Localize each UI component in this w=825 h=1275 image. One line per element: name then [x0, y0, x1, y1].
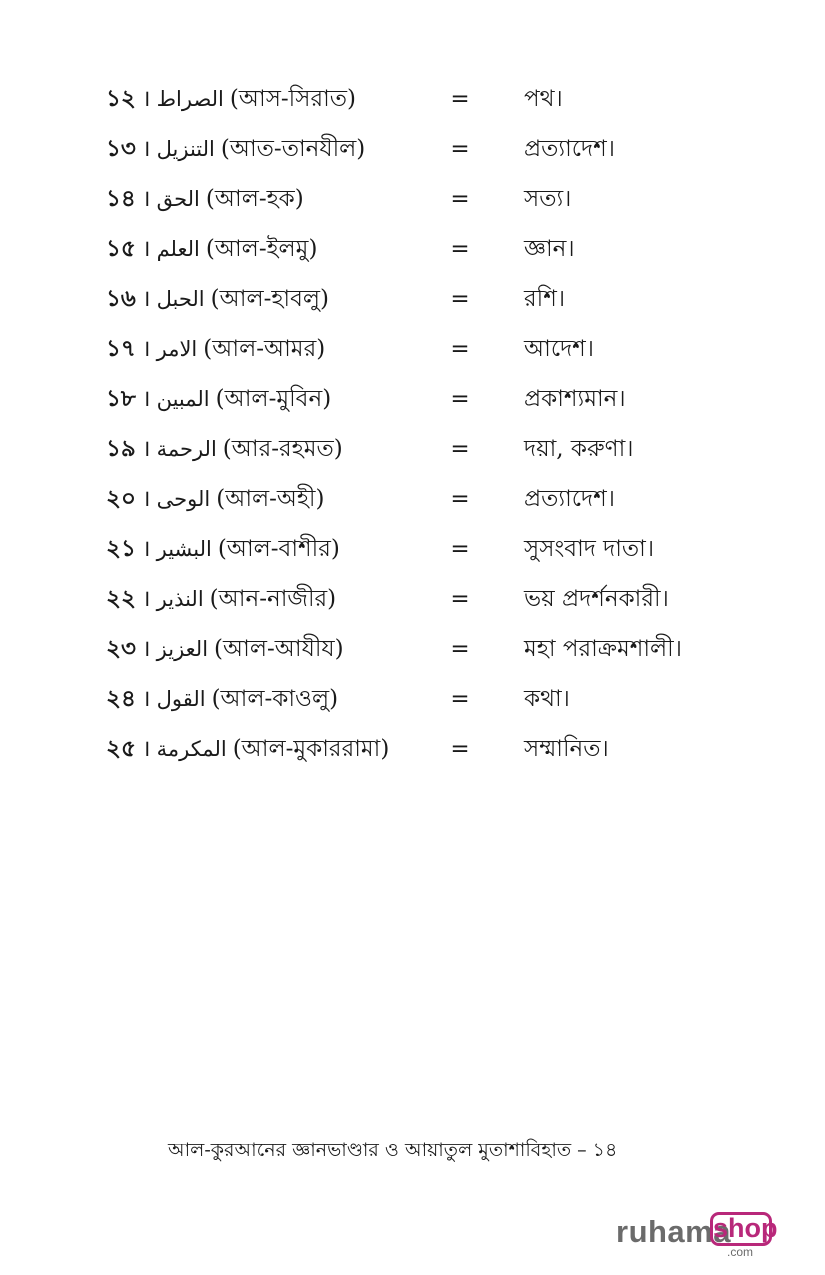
entry-number: ১২ — [106, 85, 136, 112]
page-footer: আল-কুরআনের জ্ঞানভাণ্ডার ও আয়াতুল মুতাশাবিহাত – ১৪ — [168, 1139, 618, 1161]
glossary-entry — [0, 324, 825, 374]
entry-number: ২৫ — [106, 735, 136, 762]
entry-equals: = — [450, 86, 470, 112]
entry-arabic: الحبل — [156, 287, 205, 311]
entry-arabic: الوحى — [156, 487, 211, 511]
entry-term — [106, 424, 343, 474]
glossary-entry — [0, 474, 825, 524]
entry-meaning: রশি। — [524, 286, 566, 312]
entry-equals: = — [450, 536, 470, 562]
entry-transliteration: (আত-তানযীল) — [220, 136, 366, 162]
glossary-entry — [0, 124, 825, 174]
entry-number: ২৩ — [106, 635, 136, 662]
entry-meaning: মহা পরাক্রমশালী। — [524, 636, 682, 662]
glossary-entry — [0, 74, 825, 124]
entry-separator: । — [141, 86, 151, 112]
glossary-entry — [0, 274, 825, 324]
logo-shop-box — [710, 1212, 778, 1246]
entry-transliteration: (আল-অহী) — [216, 486, 325, 512]
entry-number: ১৫ — [106, 235, 136, 262]
entry-equals: = — [450, 736, 470, 762]
entry-transliteration: (আস-সিরাত) — [229, 86, 356, 112]
entry-arabic: التنزيل — [156, 137, 215, 161]
entry-term — [106, 524, 340, 574]
entry-term — [106, 724, 389, 774]
entry-meaning: আদেশ। — [524, 336, 594, 362]
entry-transliteration: (আল-বাশীর) — [217, 536, 340, 562]
entry-arabic: الامر — [156, 337, 198, 361]
entry-meaning: প্রত্যাদেশ। — [524, 486, 615, 512]
logo-com-text: .com — [727, 1245, 754, 1259]
entry-separator: । — [141, 286, 151, 312]
glossary-entry — [0, 174, 825, 224]
entry-arabic: المبين — [156, 387, 210, 411]
entry-term — [106, 374, 331, 424]
entry-meaning: সত্য। — [524, 186, 572, 212]
entry-separator: । — [141, 136, 151, 162]
entry-transliteration: (আল-আযীয) — [214, 636, 344, 662]
entry-arabic: البشير — [156, 537, 212, 561]
entry-transliteration: (আল-কাওলু) — [211, 686, 339, 712]
glossary-entry — [0, 674, 825, 724]
entry-transliteration: (আল-হক) — [205, 186, 304, 212]
entry-arabic: الصراط — [156, 87, 224, 111]
entry-equals: = — [450, 586, 470, 612]
entry-term — [106, 574, 336, 624]
glossary-entry — [0, 424, 825, 474]
entry-meaning: দয়া, করুণা। — [524, 436, 634, 462]
glossary-entry — [0, 224, 825, 274]
entry-arabic: العزيز — [156, 637, 209, 661]
entry-equals: = — [450, 336, 470, 362]
entry-arabic: القول — [156, 687, 206, 711]
entry-separator: । — [141, 336, 151, 362]
entry-term — [106, 674, 338, 724]
entry-separator: । — [141, 636, 151, 662]
entry-separator: । — [141, 186, 151, 212]
entry-meaning: সুসংবাদ দাতা। — [524, 536, 655, 562]
glossary-entry — [0, 574, 825, 624]
entry-number: ১৮ — [106, 385, 136, 412]
glossary-entry — [0, 374, 825, 424]
entry-number: ২০ — [106, 485, 136, 512]
entry-equals: = — [450, 686, 470, 712]
entry-separator: । — [141, 736, 151, 762]
entry-separator: । — [141, 486, 151, 512]
entry-transliteration: (আল-হাবলু) — [210, 286, 330, 312]
entry-equals: = — [450, 136, 470, 162]
ruhamashop-logo — [616, 1212, 786, 1262]
entry-transliteration: (আন-নাজীর) — [209, 586, 337, 612]
entry-arabic: الحق — [156, 187, 200, 211]
entry-meaning: প্রকাশ্যমান। — [524, 386, 626, 412]
entry-arabic: الرحمة — [156, 437, 217, 461]
entry-term — [106, 324, 325, 374]
entry-number: ২১ — [106, 535, 136, 562]
entry-term — [106, 474, 325, 524]
entry-separator: । — [141, 386, 151, 412]
entry-equals: = — [450, 286, 470, 312]
entry-number: ১৭ — [106, 335, 136, 362]
entry-equals: = — [450, 636, 470, 662]
entry-equals: = — [450, 436, 470, 462]
entry-transliteration: (আর-রহমত) — [222, 436, 343, 462]
entry-separator: । — [141, 586, 151, 612]
entry-separator: । — [141, 436, 151, 462]
entry-number: ১৪ — [106, 185, 136, 212]
entry-number: ২২ — [106, 585, 136, 612]
entry-transliteration: (আল-ইলমু) — [205, 236, 318, 262]
logo-shop-text: shop — [713, 1213, 778, 1243]
entry-term — [106, 624, 344, 674]
entry-meaning: কথা। — [524, 686, 570, 712]
entry-transliteration: (আল-মুকাররামা) — [232, 736, 390, 762]
logo-ruhama-text: ruhama — [616, 1214, 731, 1249]
entry-equals: = — [450, 386, 470, 412]
glossary-entry — [0, 624, 825, 674]
entry-transliteration: (আল-আমর) — [203, 336, 326, 362]
entry-number: ১৯ — [106, 435, 136, 462]
entry-meaning: প্রত্যাদেশ। — [524, 136, 615, 162]
entry-term — [106, 124, 365, 174]
entry-separator: । — [141, 536, 151, 562]
entry-meaning: জ্ঞান। — [524, 236, 575, 262]
entry-separator: । — [141, 686, 151, 712]
entry-term — [106, 74, 356, 124]
entry-equals: = — [450, 236, 470, 262]
entry-term — [106, 174, 304, 224]
entry-number: ২৪ — [106, 685, 136, 712]
entry-transliteration: (আল-মুবিন) — [215, 386, 332, 412]
glossary-entry — [0, 524, 825, 574]
entry-arabic: العلم — [156, 237, 200, 261]
entry-term — [106, 224, 317, 274]
entry-equals: = — [450, 486, 470, 512]
glossary-entry — [0, 724, 825, 774]
entry-term — [106, 274, 329, 324]
entry-separator: । — [141, 236, 151, 262]
entry-number: ১৩ — [106, 135, 136, 162]
entry-number: ১৬ — [106, 285, 136, 312]
entry-equals: = — [450, 186, 470, 212]
glossary-list — [0, 74, 825, 774]
entry-arabic: المكرمة — [156, 737, 227, 761]
entry-meaning: সম্মানিত। — [524, 736, 609, 762]
entry-meaning: ভয় প্রদর্শনকারী। — [524, 586, 669, 612]
entry-meaning: পথ। — [524, 86, 563, 112]
entry-arabic: النذير — [156, 587, 204, 611]
